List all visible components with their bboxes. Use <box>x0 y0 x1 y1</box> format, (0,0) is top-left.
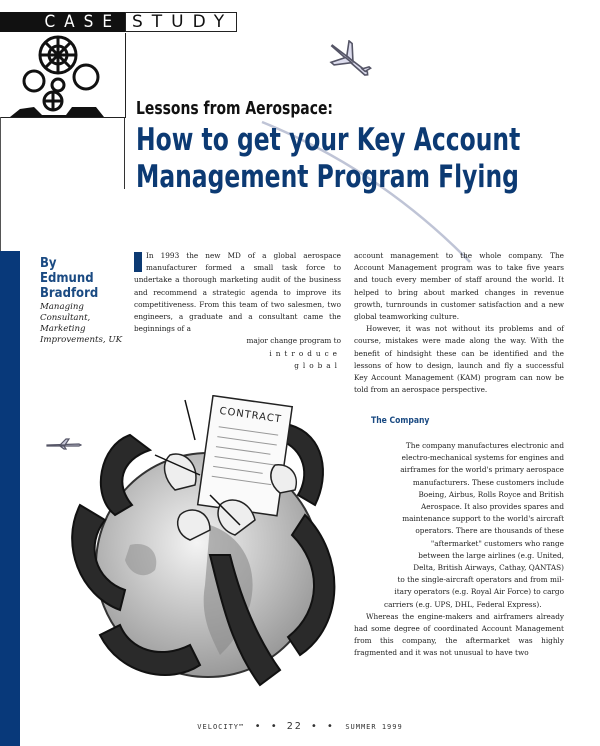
body-column-2 <box>354 250 564 396</box>
drop-cap-letter: I <box>146 251 149 260</box>
section-label-study: STUDY <box>125 12 237 32</box>
contract-label: CONTRACT <box>218 405 283 426</box>
section-heading-company: The Company <box>371 416 430 426</box>
paragraph: account management to the whole company. The Account Management program was to take five years and touch every member of staff around the world. It helped to bring about marked changes in revenue growth, turnrounds in customer satisfaction and a new global teamworking culture. <box>354 251 564 322</box>
drop-cap-bar <box>134 252 142 272</box>
author-name-first: Edmund <box>40 271 94 286</box>
intro-paragraph <box>134 250 341 335</box>
sidebar-accent-bar <box>0 251 20 746</box>
intro-tail-line: global <box>294 360 341 370</box>
issue-date: SUMMER 1999 <box>345 723 403 731</box>
title-line-2: Management Program Flying <box>136 159 519 195</box>
text-line: Boeing, Airbus, Rolls Royce and British <box>418 489 564 499</box>
author-role-line: Marketing <box>40 324 86 334</box>
airplane-icon <box>325 40 375 80</box>
publication-name: VELOCITY™ <box>197 723 245 731</box>
author-name-last: Bradford <box>40 286 99 301</box>
paragraph: Whereas the engine-makers and airframers already had some degree of coordinated Account Management from this company, the aftermarket was highly fragmented and it was not unusual to have two <box>354 611 564 658</box>
company-section-text <box>354 440 564 660</box>
author-role <box>40 302 130 346</box>
body-column-1 <box>134 250 341 372</box>
text-line: to the single-aircraft operators and from mil- <box>397 575 564 585</box>
section-header <box>0 12 237 33</box>
text-line: Delta, British Airways, Cathay, QANTAS) <box>413 563 564 573</box>
title-line-1: How to get your Key Account <box>136 122 521 158</box>
byline-by: By <box>40 256 57 271</box>
article-kicker: Lessons from Aerospace: <box>136 98 333 119</box>
paragraph: However, it was not without its problems and of course, mistakes were made along the way. With the benefit of hindsight these can be identified and the lessons of how to design, launch and fly a successful Key Account Management (KAM) program can now be told from an aerospace perspective. <box>354 324 564 395</box>
text-line: airframes for the world's primary aerospace <box>400 465 564 475</box>
section-label-case: CASE <box>0 12 125 32</box>
intro-tail-line: major change program to <box>246 336 341 346</box>
text-line: Aerospace. It also provides spares and <box>421 502 564 512</box>
author-role-line: Improvements, UK <box>40 335 123 345</box>
text-line: manufacturers. These customers include <box>412 477 564 487</box>
author-byline <box>40 256 130 346</box>
intro-text: n 1993 the new MD of a global aerospace manufacturer formed a small task force to undertake a thorough marketing audit of the business and recommend a strategic agenda to improve its competitiveness. From this team of two salesmen, two engineers, a graduate and a consultant came the beginnings of a <box>134 251 341 334</box>
text-line: carriers (e.g. UPS, DHL, Federal Express). <box>384 599 542 609</box>
article-title <box>136 122 520 196</box>
page-number: • • 22 • • <box>254 721 335 732</box>
text-line: between the large airlines (e.g. United, <box>418 550 564 560</box>
page-footer <box>0 721 600 732</box>
author-role-line: Managing Consultant, <box>40 302 91 323</box>
text-line: itary operators (e.g. Royal Air Force) to cargo <box>394 587 564 597</box>
text-line: operators. There are thousands of these <box>415 526 564 536</box>
intro-tail-line: introduce <box>269 348 341 358</box>
globe-contract-illustration <box>60 395 350 695</box>
gears-head-icon <box>6 33 118 117</box>
gears-head-logo <box>0 33 126 118</box>
text-line: maintenance support to the world's aircraft <box>402 514 564 524</box>
divider-line <box>124 117 125 189</box>
page-edge-line <box>0 117 1 252</box>
text-line: The company manufactures electronic and <box>405 441 564 450</box>
text-line: "aftermarket" customers who range <box>430 538 564 548</box>
text-line: electro-mechanical systems for engines and <box>401 453 564 463</box>
